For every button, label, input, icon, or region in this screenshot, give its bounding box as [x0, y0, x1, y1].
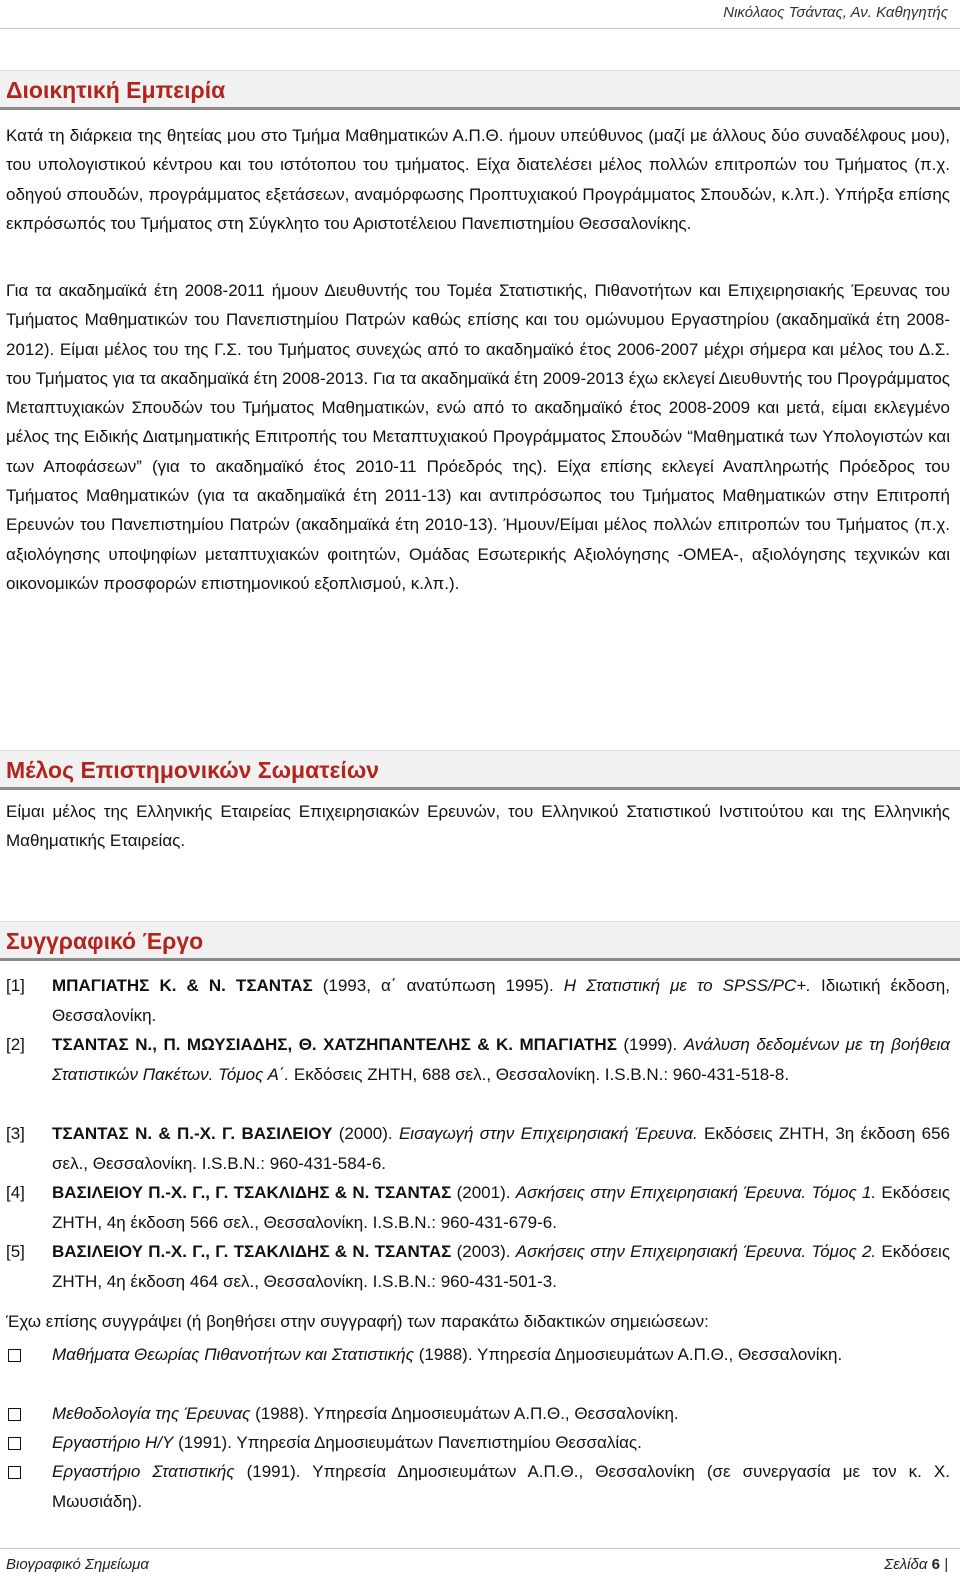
reference-authors: ΤΣΑΝΤΑΣ Ν., Π. ΜΩΥΣΙΑΔΗΣ, Θ. ΧΑΤΖΗΠΑΝΤΕΛΗΣ & Κ. ΜΠΑΓΙΑΤΗΣ — [52, 1035, 617, 1054]
reference-year: (2001). — [451, 1183, 516, 1202]
reference-authors: ΒΑΣΙΛΕΙΟΥ Π.-Χ. Γ., Γ. ΤΣΑΚΛΙΔΗΣ & Ν. ΤΣΑΝΤΑΣ — [52, 1242, 452, 1261]
reference-year: (2003). — [451, 1242, 516, 1261]
section-title-publications — [0, 921, 960, 961]
reference-body — [52, 1119, 950, 1178]
paragraph-administrative-1: Κατά τη διάρκεια της θητείας μου στο Τμήμα Μαθηματικών Α.Π.Θ. ήμουν υπεύθυνος (μαζί με άλλους δύο συναδέλφους μου), του υπολογιστικού κέντρου και του ιστότοπου του τμήματος. Είχα διατελέσει μέλος πολλών επιτροπών του Τμήματος (π.χ. οδηγού σπουδών, προγράμματος εξετάσεων, αναμόρφωσης Προπτυχιακού Προγράμματος Σπουδών, κ.λπ.). Υπήρξα επίσης εκπρόσωπός του Τμήματος στη Σύγκλητο του Αριστοτέλειου Πανεπιστημίου Θεσσαλονίκης. — [6, 126, 950, 233]
reference-year: (2000). — [332, 1124, 399, 1143]
paragraph-administrative-2: Για τα ακαδημαϊκά έτη 2008-2011 ήμουν Διευθυντής του Τομέα Στατιστικής, Πιθανοτήτων και Επιχειρησιακής Έρευνας του Τμήματος Μαθηματικών του Πανεπιστημίου Πατρών καθώς επίσης και του ομώνυμου Εργαστηρίου (ακαδημαϊκά έτη 2008-2012). Είμαι μέλος του της Γ.Σ. του Τμήματος συνεχώς από το ακαδημαϊκό έτος 2006-2007 μέχρι σήμερα και μέλος του Δ.Σ. του Τμήματος για τα ακαδημαϊκά έτη 2008-2013. Για τα ακαδημαϊκά έτη 2009-2013 έχω εκλεγεί Διευθυντής του Προγράμματος Μεταπτυχιακών Σπουδών του Τμήματος Μαθηματικών, ενώ από το ακαδημαϊκό έτος 2008-2009 και μετά, είμαι εκλεγμένο μέλος της Ειδικής Διατμηματικής Επιτροπής του Μεταπτυχιακού Προγράμματος Σπουδών “Μαθηματικά των Υπολογιστών και των Αποφάσεων” (για το ακαδημαϊκό έτος 2010-11 Πρόεδρός της). Είχα επίσης εκλεγεί Αναπληρωτής Πρόεδρος του Τμήματος Μαθηματικών (για τα ακαδημαϊκά έτη 2011-13) και αντιπρόσωπος του Τμήματος Μαθηματικών στην Επιτροπή Ερευνών του Πανεπιστημίου Πατρών (ακαδημαϊκά έτη 2010-13). Ήμουν/Είμαι μέλος πολλών επιτροπών του Τμήματος (π.χ. αξιολόγησης υποψηφίων μεταπτυχιακών φοιτητών, Ομάδας Εσωτερικής Αξιολόγησης -ΟΜΕΑ-, αξιολόγησης τεχνικών και οικονομικών προσφορών επιστημονικού εξοπλισμού, κ.λπ.). — [6, 281, 950, 593]
reference-publisher: Ιδιωτική έκδοση, Θεσσαλονίκη. — [52, 976, 950, 1025]
notes-item-body — [52, 1428, 950, 1458]
reference-year: (1993, α΄ ανατύπωση 1995). — [312, 976, 564, 995]
notes-item-details: (1991). Υπηρεσία Δημοσιευμάτων Α.Π.Θ., Θεσσαλονίκη (σε συνεργασία με τον κ. Χ. Μωυσιάδη). — [52, 1462, 950, 1511]
footer-document-title: Βιογραφικό Σημείωμα — [6, 1556, 149, 1573]
section-title-text: Μέλος Επιστημονικών Σωματείων — [6, 757, 380, 783]
notes-item-details: (1988). Υπηρεσία Δημοσιευμάτων Α.Π.Θ., Θεσσαλονίκη. — [250, 1404, 679, 1423]
reference-number: [5] — [6, 1242, 25, 1261]
notes-item-details: (1991). Υπηρεσία Δημοσιευμάτων Πανεπιστημίου Θεσσαλίας. — [173, 1433, 642, 1452]
checkbox-square-icon — [8, 1466, 21, 1479]
notes-item-title: Εργαστήριο Η/Υ — [52, 1433, 174, 1452]
checkbox-square-icon — [8, 1408, 21, 1421]
reference-title: Ασκήσεις στην Επιχειρησιακή Έρευνα. Τόμος 2. — [515, 1242, 877, 1261]
reference-authors: ΜΠΑΓΙΑΤΗΣ Κ. & Ν. ΤΣΑΝΤΑΣ — [52, 976, 313, 995]
reference-title: Εισαγωγή στην Επιχειρησιακή Έρευνα. — [398, 1124, 698, 1143]
checkbox-square-icon — [8, 1437, 21, 1450]
notes-item-body — [52, 1457, 950, 1516]
reference-publisher: Εκδόσεις ΖΗΤΗ, 688 σελ., Θεσσαλονίκη. I.S.B.N.: 960-431-518-8. — [289, 1064, 790, 1084]
paragraph-memberships: Είμαι μέλος της Ελληνικής Εταιρείας Επιχειρησιακών Ερευνών, του Ελληνικού Στατιστικού Ινστιτούτου και της Ελληνικής Μαθηματικής Εταιρείας. — [6, 802, 950, 851]
reference-authors: ΤΣΑΝΤΑΣ Ν. & Π.-Χ. Γ. ΒΑΣΙΛΕΙΟΥ — [52, 1124, 333, 1143]
reference-authors: ΒΑΣΙΛΕΙΟΥ Π.-Χ. Γ., Γ. ΤΣΑΚΛΙΔΗΣ & Ν. ΤΣΑΝΤΑΣ — [52, 1183, 452, 1202]
section-title-memberships — [0, 750, 960, 790]
reference-body — [52, 1237, 950, 1296]
page-number: 6 — [931, 1556, 940, 1573]
reference-title: Ανάλυση δεδομένων με τη βοήθεια Στατιστικών Πακέτων. Τόμος Α΄. — [52, 1035, 951, 1084]
notes-item-body — [52, 1399, 950, 1429]
header-rule — [0, 28, 960, 29]
reference-number: [1] — [6, 976, 25, 995]
reference-publisher: Εκδόσεις ΖΗΤΗ, 4η έκδοση 464 σελ., Θεσσαλονίκη. I.S.B.N.: 960-431-501-3. — [52, 1242, 951, 1291]
reference-number: [4] — [6, 1183, 25, 1202]
reference-publisher: Εκδόσεις ΖΗΤΗ, 3η έκδοση 656 σελ., Θεσσαλονίκη. I.S.B.N.: 960-431-584-6. — [52, 1124, 950, 1173]
section-title-text: Συγγραφικό Έργο — [6, 928, 204, 954]
reference-body — [52, 971, 950, 1030]
reference-publisher: Εκδόσεις ΖΗΤΗ, 4η έκδοση 566 σελ., Θεσσαλονίκη. I.S.B.N.: 960-431-679-6. — [52, 1183, 951, 1232]
notes-item-body — [52, 1340, 950, 1370]
notes-item-title: Μαθήματα Θεωρίας Πιθανοτήτων και Στατιστικής — [52, 1345, 414, 1364]
reference-title: Ασκήσεις στην Επιχειρησιακή Έρευνα. Τόμος 1. — [515, 1183, 877, 1202]
reference-year: (1999). — [616, 1035, 684, 1054]
header-author: Νικόλαος Τσάντας, Αν. Καθηγητής — [723, 4, 948, 21]
reference-number: [2] — [6, 1035, 25, 1054]
checkbox-square-icon — [8, 1349, 21, 1362]
reference-title: Η Στατιστική με το SPSS/PC+. — [563, 976, 811, 995]
footer-rule — [0, 1548, 960, 1549]
footer-page-label: Σελίδα — [884, 1556, 928, 1573]
reference-body — [52, 1030, 950, 1089]
footer-page-number: Σελίδα 6 | — [884, 1556, 948, 1573]
section-title-administrative — [0, 70, 960, 110]
reference-number: [3] — [6, 1124, 25, 1143]
notes-item-title: Εργαστήριο Στατιστικής — [52, 1462, 235, 1481]
notes-intro: Έχω επίσης συγγράψει (ή βοηθήσει στην συγγραφή) των παρακάτω διδακτικών σημειώσεων: — [6, 1312, 709, 1331]
section-title-text: Διοικητική Εμπειρία — [6, 77, 226, 103]
notes-item-title: Μεθοδολογία της Έρευνας — [52, 1404, 251, 1423]
notes-item-details: (1988). Υπηρεσία Δημοσιευμάτων Α.Π.Θ., Θεσσαλονίκη. — [413, 1345, 843, 1364]
reference-body — [52, 1178, 950, 1237]
